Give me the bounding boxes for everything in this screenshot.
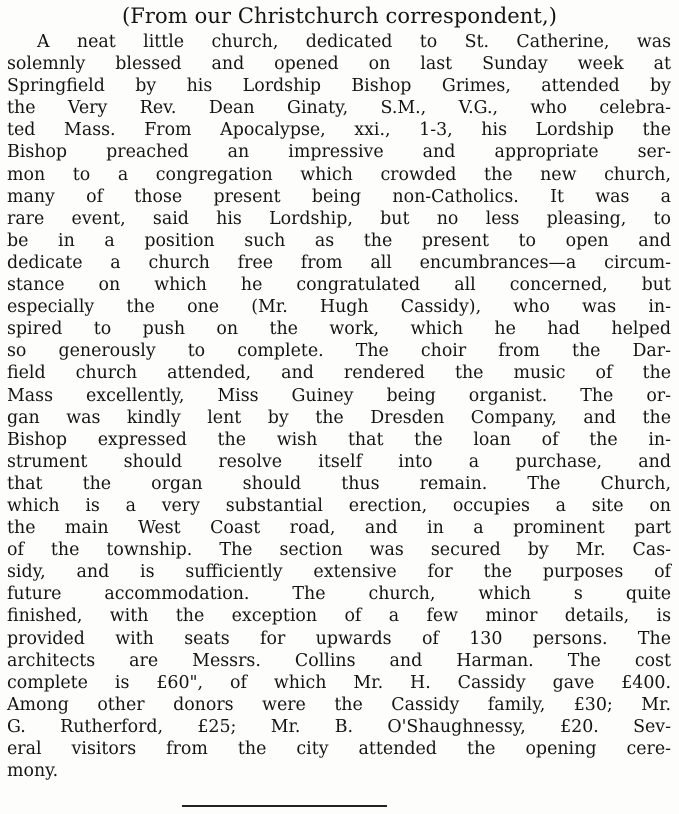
article-line: be in a position such as the present to open and	[7, 230, 671, 251]
article-line: G. Rutherford, £25; Mr. B. O'Shaughnessy, £20. Sev-	[7, 716, 671, 737]
article-line: the main West Coast road, and in a prominent part	[7, 518, 671, 539]
article-line: so generously to complete. The choir from the Dar-	[7, 341, 671, 362]
article-line: solemnly blessed and opened on last Sunday week at	[7, 54, 671, 75]
article-line: the Very Rev. Dean Ginaty, S.M., V.G., who celebra-	[7, 98, 671, 119]
article-line: architects are Messrs. Collins and Harman. The cost	[7, 650, 671, 671]
article-line: Bishop preached an impressive and appropriate ser-	[7, 142, 671, 163]
article-line: Bishop expressed the wish that the loan of the in-	[7, 429, 671, 450]
article-line: dedicate a church free from all encumbrances—a circum-	[7, 252, 671, 273]
article-line: Mass excellently, Miss Guiney being organist. The or-	[7, 385, 671, 406]
article-line: Among other donors were the Cassidy family, £30; Mr.	[7, 694, 671, 715]
article-line: complete is £60", of which Mr. H. Cassidy gave £400.	[7, 672, 671, 693]
article-line: finished, with the exception of a few minor details, is	[7, 606, 671, 627]
article-line: spired to push on the work, which he had helped	[7, 319, 671, 340]
article-line: future accommodation. The church, which s quite	[7, 584, 671, 605]
article-line: rare event, said his Lordship, but no less pleasing, to	[7, 208, 671, 229]
article-body	[7, 31, 671, 782]
article-line: strument should resolve itself into a purchase, and	[7, 451, 671, 472]
article-line: field church attended, and rendered the music of the	[7, 363, 671, 384]
article-line: stance on which he congratulated all concerned, but	[7, 275, 671, 296]
section-divider	[182, 805, 387, 807]
article-line: ted Mass. From Apocalypse, xxi., 1-3, his Lordship the	[7, 120, 671, 141]
article-line: mony.	[7, 761, 59, 782]
article-line: especially the one (Mr. Hugh Cassidy), who was in-	[7, 297, 671, 318]
article-line: of the township. The section was secured by Mr. Cas-	[7, 540, 671, 561]
article-line: gan was kindly lent by the Dresden Company, and the	[7, 407, 671, 428]
article-line: provided with seats for upwards of 130 persons. The	[7, 628, 671, 649]
article-line: that the organ should thus remain. The Church,	[7, 473, 671, 494]
article-line: many of those present being non-Catholics. It was a	[7, 186, 671, 207]
article-line: mon to a congregation which crowded the new church,	[7, 164, 671, 185]
article-line: eral visitors from the city attended the opening cere-	[7, 739, 671, 759]
article-line: Springfield by his Lordship Bishop Grimes, attended by	[7, 76, 671, 97]
article-line: A neat little church, dedicated to St. Catherine, was	[37, 32, 671, 52]
correspondent-heading: (From our Christchurch correspondent,)	[121, 4, 558, 28]
article-line: sidy, and is sufficiently extensive for the purposes of	[7, 562, 671, 583]
article-line: which is a very substantial erection, occupies a site on	[7, 495, 671, 516]
